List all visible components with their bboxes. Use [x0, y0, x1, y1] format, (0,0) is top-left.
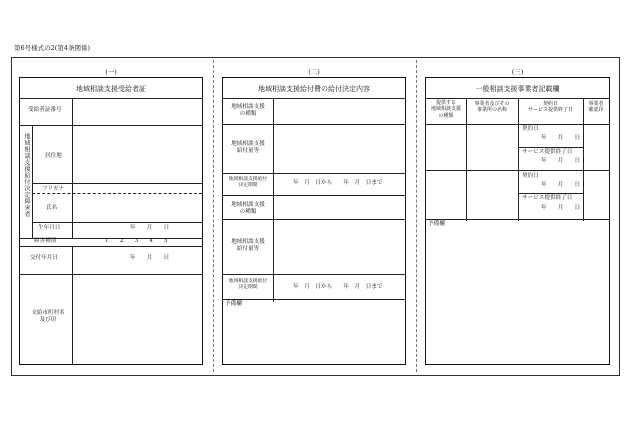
form-number-header: 第6号様式の2(第4条関係) — [14, 44, 90, 52]
panel3-notes-label: 予備欄 — [428, 221, 445, 227]
fold-line-left — [213, 60, 214, 372]
birth-date-value: 年 月 日 — [130, 225, 170, 231]
decision-period-label-1: 地域相談支援給付 決定期間 — [228, 177, 268, 188]
issue-date-value: 年 月 日 — [130, 255, 170, 261]
row2-end-label: サービス提供終了日 — [522, 195, 573, 201]
decision-period-value-2: 年 月 日から 年 月 日まで — [293, 284, 383, 290]
decision-period-value-1: 年 月 日から 年 月 日まで — [293, 180, 383, 186]
confirmation-seal-col-header: 事業者 確認印 — [588, 101, 604, 114]
provider-name-col-header: 事業者及びその 事業所の名称 — [474, 101, 510, 114]
benefit-amount-label-1: 地域相談支援 給付量等 — [231, 141, 265, 154]
row1-contract-label: 契約日 — [522, 126, 539, 132]
panel3-provider-section — [425, 77, 610, 365]
fold-line-right — [416, 60, 417, 372]
decision-period-label-2: 地域相談支援給付 決定期間 — [228, 279, 268, 290]
furigana-label: フリガナ — [42, 186, 65, 192]
panel2-benefit-details — [222, 77, 406, 365]
row2-contract-date: 年 月 日 — [541, 182, 581, 188]
panel3-number: (三) — [511, 68, 524, 76]
recipient-number-label: 受給者証番号 — [28, 107, 62, 113]
panel1-certificate — [19, 77, 203, 365]
row1-contract-date: 年 月 日 — [541, 135, 581, 141]
panel2-number: (二) — [308, 68, 320, 76]
panel2-title: 地域相談支援給付費の給付決定内容 — [258, 85, 370, 93]
birth-date-label: 生年月日 — [38, 225, 61, 231]
municipality-label: 支給市町村名 及び印 — [31, 310, 65, 323]
beneficiary-side-label: 地域相談支援給付決定障害者 — [23, 133, 30, 218]
row1-end-label: サービス提供終了日 — [522, 149, 573, 155]
row1-end-date: 年 月 日 — [541, 158, 581, 164]
row2-contract-label: 契約日 — [522, 173, 539, 179]
benefit-amount-label-2: 地域相談支援 給付量等 — [231, 239, 265, 252]
panel2-notes-label: 予備欄 — [225, 301, 242, 307]
panel3-title: 一般相談支援事業者記載欄 — [475, 85, 560, 93]
issue-date-label: 交付年月日 — [30, 255, 58, 261]
service-type-label-1: 地域相談支援 の種類 — [231, 104, 265, 117]
contract-date-col-header: 契約日 サービス提供終了日 — [527, 101, 573, 114]
disability-type-numbers: 1 2 3 4 5 — [105, 238, 168, 244]
name-label: 氏名 — [46, 205, 58, 211]
panel1-number: (一) — [105, 68, 117, 76]
service-type-label-2: 地域相談支援 の種類 — [231, 202, 265, 215]
disability-type-label: 障害種別 — [34, 238, 57, 244]
address-label: 居住地 — [45, 153, 62, 159]
panel1-title: 地域相談支援受給者証 — [76, 85, 146, 93]
row2-end-date: 年 月 日 — [541, 205, 581, 211]
service-type-col-header: 提供する 地域相談支援 の種類 — [430, 100, 461, 119]
